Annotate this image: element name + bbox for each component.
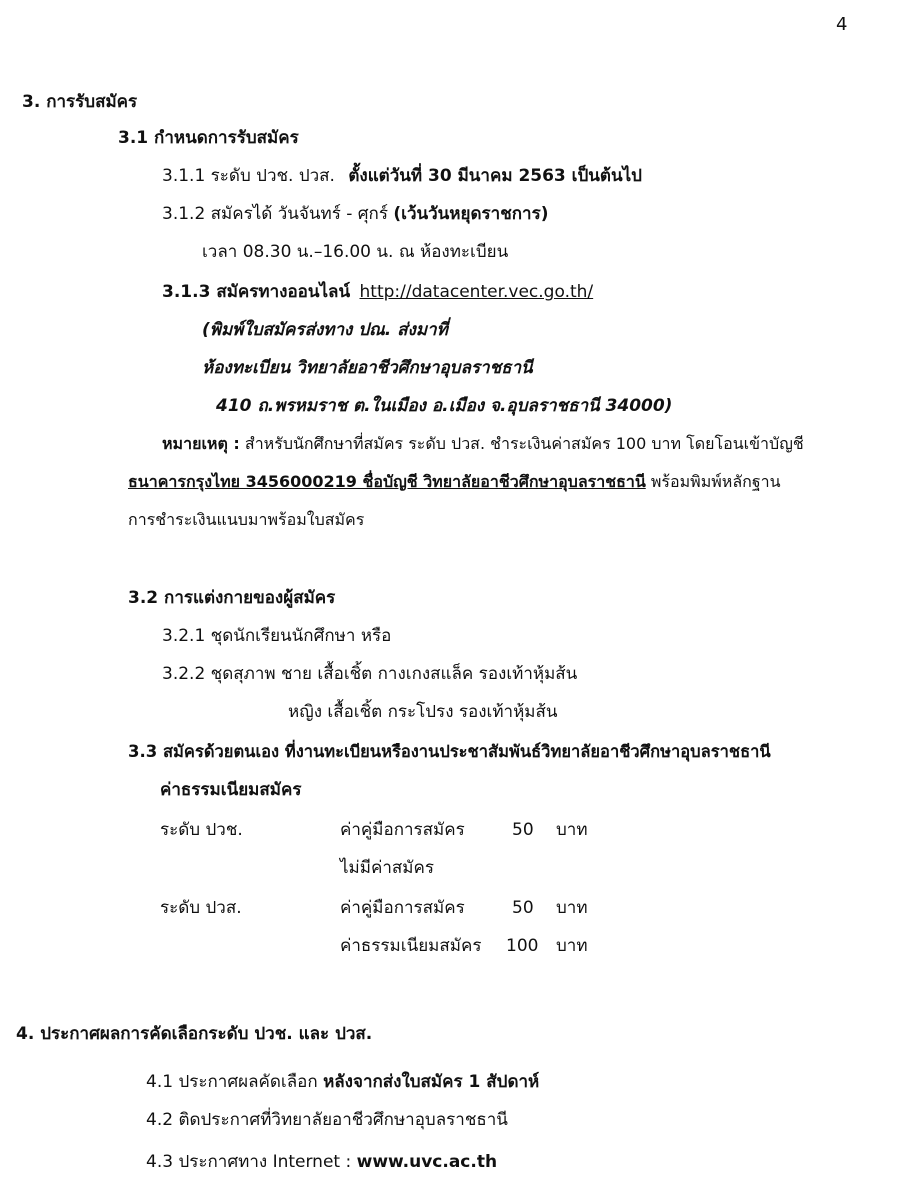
item-3-1-3-line4: 410 ถ.พรหมราช ต.ในเมือง อ.เมือง จ.อุบลราชธานี 34000) bbox=[216, 396, 673, 416]
item-3-1-3-line3: ห้องทะเบียน วิทยาลัยอาชีวศึกษาอุบลราชธานี bbox=[202, 358, 533, 378]
item-3-1-1-label: 3.1.1 ระดับ ปวช. ปวส. bbox=[162, 166, 335, 186]
item-4-1-value: หลังจากส่งใบสมัคร 1 สัปดาห์ bbox=[323, 1072, 540, 1092]
fee-unit: บาท bbox=[556, 820, 588, 840]
item-3-1-3-line2: (พิมพ์ใบสมัครส่งทาง ปณ. ส่งมาที่ bbox=[202, 320, 448, 340]
fee-item: ค่าธรรมเนียมสมัคร bbox=[340, 936, 482, 956]
uvc-website-link[interactable]: www.uvc.ac.th bbox=[356, 1152, 498, 1172]
item-4-3 bbox=[146, 1152, 497, 1173]
note-line-3: การชำระเงินแนบมาพร้อมใบสมัคร bbox=[128, 510, 365, 529]
item-3-2-2-female: หญิง เสื้อเชิ้ต กระโปรง รองเท้าหุ้มส้น bbox=[288, 702, 558, 722]
item-3-1-2-value: (เว้นวันหยุดราชการ) bbox=[393, 204, 549, 224]
datacenter-link[interactable]: http://datacenter.vec.go.th/ bbox=[359, 282, 594, 302]
section-4-heading: 4. ประกาศผลการคัดเลือกระดับ ปวช. และ ปวส. bbox=[16, 1024, 373, 1044]
fees-heading: ค่าธรรมเนียมสมัคร bbox=[160, 780, 302, 800]
fee-level: ระดับ ปวส. bbox=[160, 898, 242, 918]
fee-item: ไม่มีค่าสมัคร bbox=[340, 858, 434, 878]
fee-unit: บาท bbox=[556, 898, 588, 918]
item-3-1-2 bbox=[162, 204, 548, 225]
section-3-2-heading: 3.2 การแต่งกายของผู้สมัคร bbox=[128, 588, 336, 608]
item-4-2: 4.2 ติดประกาศที่วิทยาลัยอาชีวศึกษาอุบลราชธานี bbox=[146, 1110, 508, 1130]
note-label: หมายเหตุ : bbox=[162, 434, 240, 453]
fee-amount: 100 bbox=[506, 936, 539, 956]
fee-level: ระดับ ปวช. bbox=[160, 820, 243, 840]
item-3-2-1: 3.2.1 ชุดนักเรียนนักศึกษา หรือ bbox=[162, 626, 392, 646]
fee-amount: 50 bbox=[512, 820, 534, 840]
item-3-1-2-time: เวลา 08.30 น.–16.00 น. ณ ห้องทะเบียน bbox=[202, 242, 509, 262]
fee-item: ค่าคู่มือการสมัคร bbox=[340, 898, 465, 918]
item-3-1-3 bbox=[162, 282, 593, 303]
note-line-1 bbox=[162, 434, 804, 454]
note-account: ธนาคารกรุงไทย 3456000219 ชื่อบัญชี วิทยาลัยอาชีวศึกษาอุบลราชธานี bbox=[128, 472, 646, 491]
fee-item: ค่าคู่มือการสมัคร bbox=[340, 820, 465, 840]
fee-amount: 50 bbox=[512, 898, 534, 918]
note-text-1: สำหรับนักศึกษาที่สมัคร ระดับ ปวส. ชำระเงินค่าสมัคร 100 บาท โดยโอนเข้าบัญชี bbox=[244, 434, 804, 453]
fee-unit: บาท bbox=[556, 936, 588, 956]
item-4-1 bbox=[146, 1072, 539, 1093]
page-number: 4 bbox=[836, 14, 848, 35]
note-text-2: พร้อมพิมพ์หลักฐาน bbox=[650, 472, 781, 491]
item-3-1-2-label: 3.1.2 สมัครได้ วันจันทร์ - ศุกร์ bbox=[162, 204, 388, 224]
item-4-3-label: 4.3 ประกาศทาง Internet : bbox=[146, 1152, 352, 1172]
item-3-1-1-value: ตั้งแต่วันที่ 30 มีนาคม 2563 เป็นต้นไป bbox=[348, 166, 642, 186]
item-3-1-1 bbox=[162, 166, 642, 187]
section-3-heading: 3. การรับสมัคร bbox=[22, 92, 138, 112]
item-4-1-label: 4.1 ประกาศผลคัดเลือก bbox=[146, 1072, 318, 1092]
item-3-1-3-label: 3.1.3 สมัครทางออนไลน์ bbox=[162, 282, 351, 302]
section-3-1-heading: 3.1 กำหนดการรับสมัคร bbox=[118, 128, 299, 148]
item-3-2-2: 3.2.2 ชุดสุภาพ ชาย เสื้อเชิ้ต กางเกงสแล็ค รองเท้าหุ้มส้น bbox=[162, 664, 578, 684]
section-3-3-heading: 3.3 สมัครด้วยตนเอง ที่งานทะเบียนหรืองานประชาสัมพันธ์วิทยาลัยอาชีวศึกษาอุบลราชธานี bbox=[128, 742, 771, 761]
note-line-2 bbox=[128, 472, 781, 492]
